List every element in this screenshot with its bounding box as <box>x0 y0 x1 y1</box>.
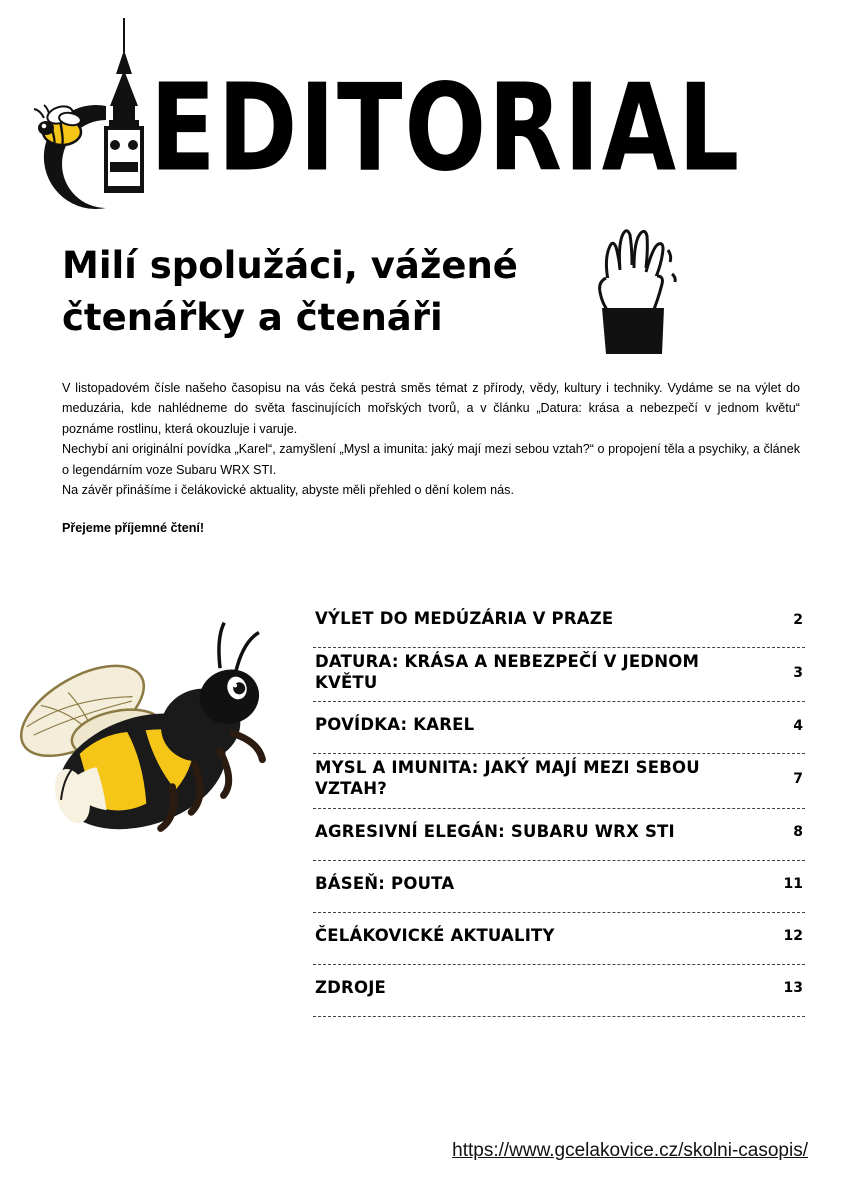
toc-item-page: 11 <box>783 876 803 892</box>
intro-text <box>62 378 800 539</box>
headline: Milí spolužáci, vážené čtenářky a čtenáři <box>62 244 518 339</box>
table-of-contents <box>313 596 805 1017</box>
toc-item-page: 7 <box>793 770 803 787</box>
toc-item-title: AGRESIVNÍ ELEGÁN: SUBARU WRX STI <box>315 821 675 841</box>
page-title: EDITORIAL <box>150 58 742 198</box>
toc-item-title: ČELÁKOVICKÉ AKTUALITY <box>315 925 555 945</box>
magazine-website-link[interactable]: https://www.gcelakovice.cz/skolni-casopis/ <box>452 1140 808 1161</box>
toc-item-page: 3 <box>793 664 803 681</box>
toc-row[interactable] <box>313 913 805 965</box>
intro-paragraph-2: Nechybí ani originální povídka „Karel“, zamyšlení „Mysl a imunita: jaký mají mezi sebou vztah?“ o propojení těla a psychiky, a článek o legendárním voze Subaru WRX STI. <box>62 442 800 477</box>
toc-row[interactable] <box>313 596 805 648</box>
toc-item-title: BÁSEŇ: POUTA <box>315 873 455 893</box>
intro-paragraph-1: V listopadovém čísle našeho časopisu na vás čeká pestrá směs témat z přírody, vědy, kultury i techniky. Vydáme se na výlet do meduzária, kde nahlédneme do světa fascinujících mořských tvorů, a v článku „Datura: krása a nebezpečí v jednom květu“ poznáme rostlinu, která okouzluje i varuje. <box>62 381 800 436</box>
intro-paragraph-3: Na závěr přinášíme i čelákovické aktuality, abyste měli přehled o dění kolem nás. <box>62 482 514 497</box>
masthead <box>0 0 848 225</box>
bumblebee-icon <box>18 618 293 868</box>
toc-row[interactable] <box>313 965 805 1017</box>
toc-row[interactable] <box>313 861 805 913</box>
toc-item-title: POVÍDKA: KAREL <box>315 715 475 735</box>
toc-row[interactable] <box>313 809 805 861</box>
toc-row[interactable] <box>313 754 805 808</box>
toc-item-title: DATURA: KRÁSA A NEBEZPEČÍ V JEDNOM KVĚTU <box>315 652 700 692</box>
toc-item-title: VÝLET DO MEDÚZÁRIA V PRAZE <box>315 609 614 629</box>
toc-item-page: 12 <box>783 928 803 944</box>
intro-closing: Přejeme příjemné čtení! <box>62 521 205 536</box>
toc-item-page: 4 <box>793 717 803 734</box>
bee-and-tower-logo-icon <box>20 10 170 215</box>
toc-item-page: 13 <box>783 980 803 996</box>
toc-item-title: MYSL A IMUNITA: JAKÝ MAJÍ MEZI SEBOU VZTAH? <box>315 758 700 798</box>
toc-row[interactable] <box>313 702 805 754</box>
waving-hand-icon <box>588 222 678 362</box>
toc-item-title: ZDROJE <box>315 977 387 997</box>
toc-row[interactable] <box>313 648 805 702</box>
toc-item-page: 2 <box>793 611 803 628</box>
toc-item-page: 8 <box>793 824 803 840</box>
